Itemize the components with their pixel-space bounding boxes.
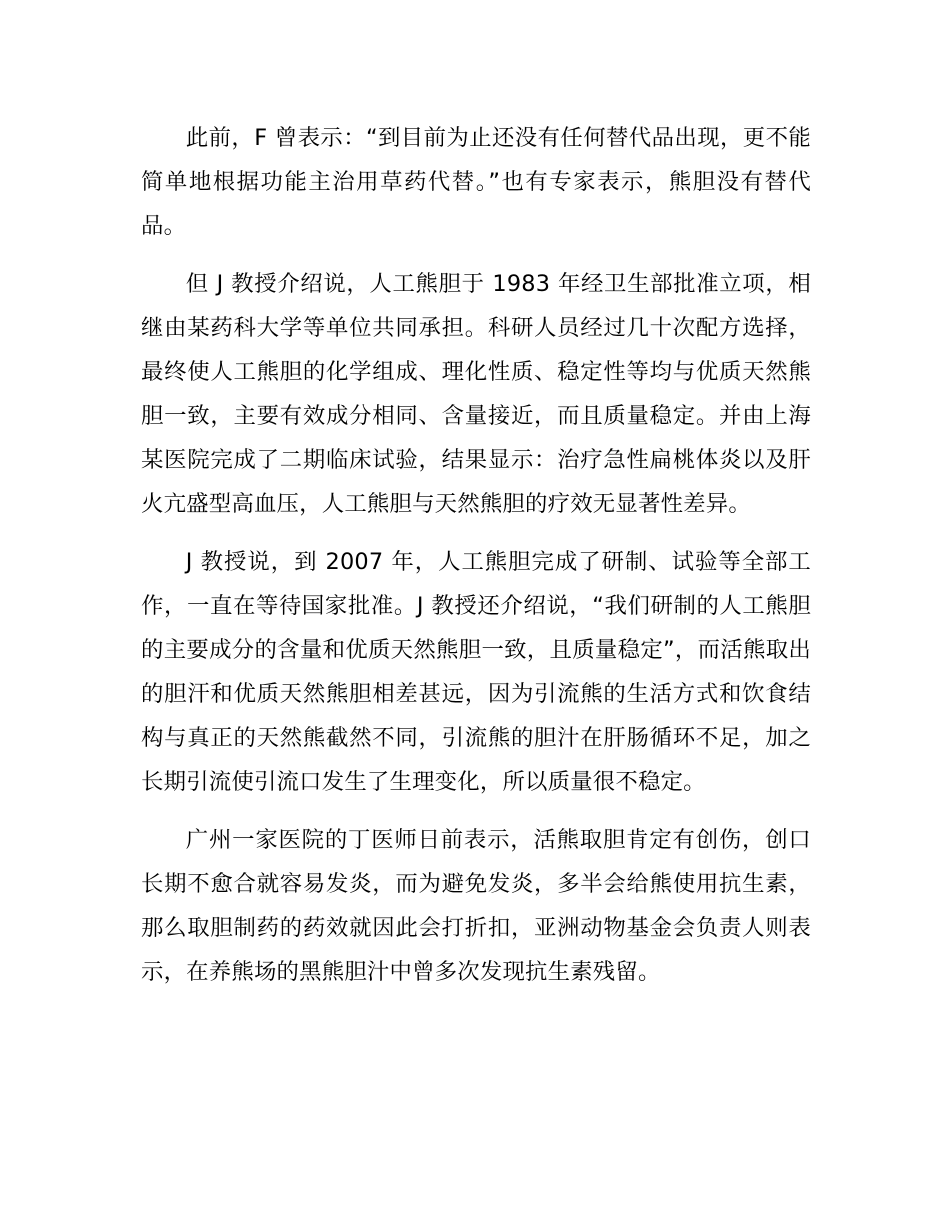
paragraph-3: J 教授说，到 2007 年，人工熊胆完成了研制、试验等全部工作，一直在等待国家批准。J 教授还介绍说，“我们研制的人工熊胆的主要成分的含量和优质天然熊胆一致，且质量稳定”，而活熊取出的胆汗和优质天然熊胆相差甚远，因为引流熊的生活方式和饮食结构与真正的天然熊截然不同，引流熊的胆汁在肝肠循环不足，加之长期引流使引流口发生了生理变化，所以质量很不稳定。: [141, 549, 811, 795]
paragraph-2: 但 J 教授介绍说，人工熊胆于 1983 年经卫生部批准立项，相继由某药科大学等单位共同承担。科研人员经过几十次配方选择，最终使人工熊胆的化学组成、理化性质、稳定性等均与优质天然熊胆一致，主要有效成分相同、含量接近，而且质量稳定。并由上海某医院完成了二期临床试验，结果显示：治疗急性扁桃体炎以及肝火亢盛型高血压，人工熊胆与天然熊胆的疗效无显著性差异。: [141, 271, 811, 517]
document-body: [141, 116, 811, 1008]
paragraph-1: 此前，F 曾表示：“到目前为止还没有任何替代品出现，更不能简单地根据功能主治用草药代替。”也有专家表示，熊胆没有替代品。: [141, 125, 811, 239]
paragraph-4: 广州一家医院的丁医师日前表示，活熊取胆肯定有创伤，创口长期不愈合就容易发炎，而为避免发炎，多半会给熊使用抗生素，那么取胆制药的药效就因此会打折扣，亚洲动物基金会负责人则表示，在养熊场的黑熊胆汁中曾多次发现抗生素残留。: [141, 827, 811, 985]
